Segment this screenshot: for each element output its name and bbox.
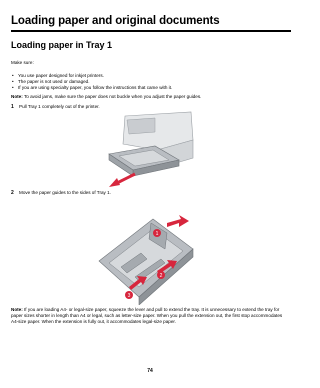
callout-label: 1 xyxy=(155,231,159,237)
bullet-item: • You use paper designed for inkjet printers. xyxy=(11,73,172,79)
tray-illustration xyxy=(99,219,193,305)
title-rule xyxy=(11,30,291,32)
figure-paper-guides xyxy=(95,205,195,305)
note-text: To avoid jams, make sure the paper does not buckle when you adjust the paper guides. xyxy=(23,94,202,99)
step-2 xyxy=(11,190,111,196)
page-title: Loading paper and original documents xyxy=(11,15,220,27)
step-text: Move the paper guides to the sides of Tray 1. xyxy=(19,190,111,195)
note-jams xyxy=(11,94,201,100)
section-title: Loading paper in Tray 1 xyxy=(11,40,113,50)
callout-2 xyxy=(157,271,165,279)
requirements-list xyxy=(11,73,172,91)
guide-arrow xyxy=(167,215,189,227)
callout-label: 2 xyxy=(159,273,163,279)
pull-arrow-head xyxy=(109,178,120,187)
note-text: If you are loading A4- or legal-size paper, squeeze the lever and pull to extend the tray. It is unnecessary to extend the tray for paper sizes shorter in length than A4 or legal, such as letter-size paper. When you pull the extension out, the first stop accommodates A4-size paper. When the extension is fully out, it accommodates legal-size paper. xyxy=(11,307,283,324)
step-number: 1 xyxy=(11,104,14,110)
bullet-item: • If you are using specialty paper, you follow the instructions that came with it. xyxy=(11,85,172,91)
step-text: Pull Tray 1 completely out of the printer. xyxy=(19,104,100,109)
callout-3 xyxy=(125,291,133,299)
callout-1 xyxy=(153,229,161,237)
step-number: 2 xyxy=(11,190,14,196)
note-label: Note: xyxy=(11,307,23,312)
callout-label: 3 xyxy=(127,293,131,299)
note-label: Note: xyxy=(11,94,23,99)
step-1 xyxy=(11,104,100,110)
note-extension xyxy=(11,307,287,325)
intro-text: Make sure: xyxy=(11,60,34,65)
page-number: 74 xyxy=(147,368,153,374)
bullet-item: • The paper is not used or damaged. xyxy=(11,79,172,85)
figure-pull-tray xyxy=(95,110,195,188)
